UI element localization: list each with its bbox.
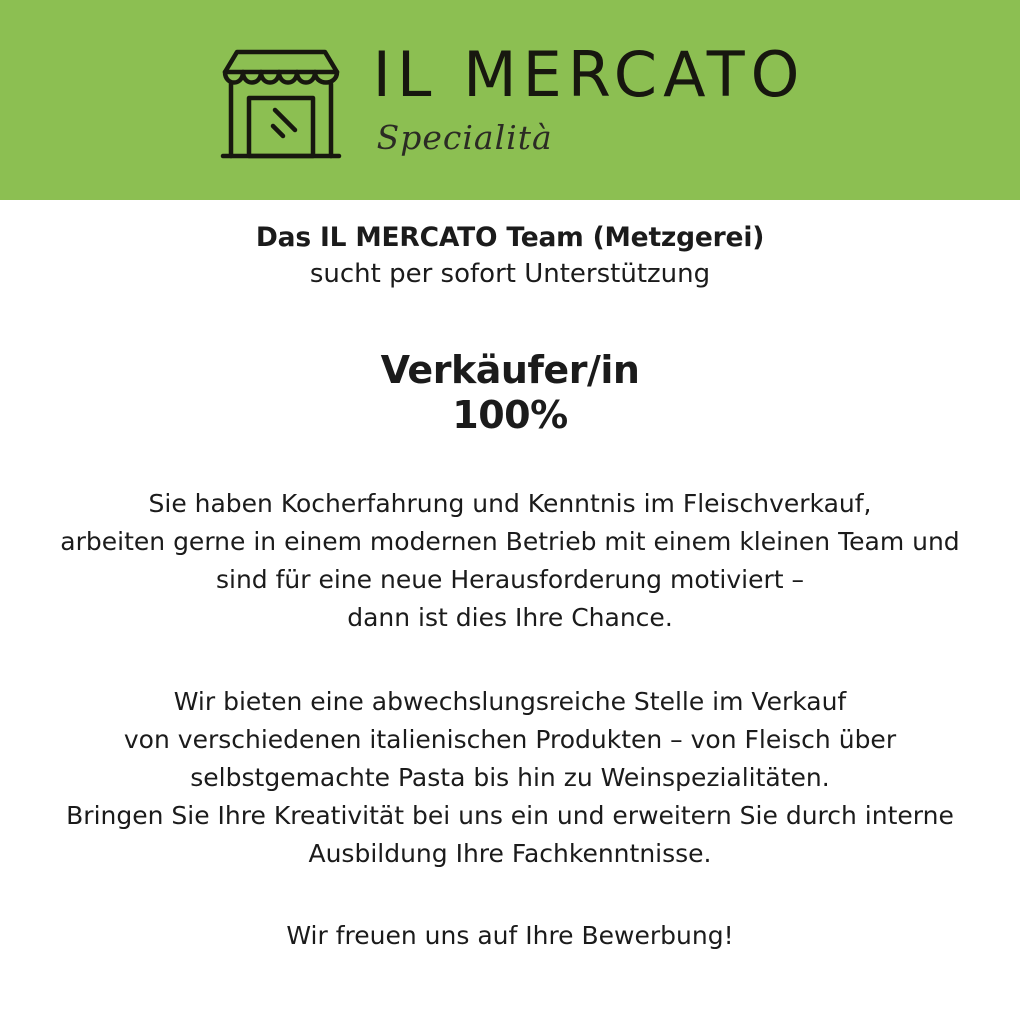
paragraph-line: sind für eine neue Herausforderung motiviert – — [215, 564, 805, 594]
brand-title: IL MERCATO — [372, 38, 806, 111]
paragraph-line: Sie haben Kocherfahrung und Kenntnis im Fleischverkauf, — [148, 488, 872, 518]
job-workload: 100% — [452, 393, 568, 438]
paragraph-line: von verschiedenen italienischen Produkten – von Fleisch über — [123, 724, 897, 754]
intro-subheading: sucht per sofort Unterstützung — [309, 259, 711, 290]
paragraph-requirements — [34, 485, 986, 637]
logo-text-block — [372, 38, 806, 157]
intro-heading: Das IL MERCATO Team (Metzgerei) — [255, 222, 765, 253]
job-title: Verkäufer/in — [380, 347, 640, 392]
paragraph-line: Ausbildung Ihre Fachkenntnisse. — [308, 838, 712, 868]
brand-subtitle: Specialità — [376, 118, 553, 157]
logo-lockup — [215, 28, 806, 166]
paragraph-line: arbeiten gerne in einem modernen Betrieb mit einem kleinen Team und — [60, 526, 960, 556]
poster-content — [0, 200, 1020, 1020]
paragraph-closing — [34, 917, 986, 955]
paragraph-line: selbstgemachte Pasta bis hin zu Weinspezialitäten. — [190, 762, 830, 792]
paragraph-line: Wir freuen uns auf Ihre Bewerbung! — [286, 920, 734, 950]
paragraph-line: Wir bieten eine abwechslungsreiche Stelle im Verkauf — [173, 686, 847, 716]
paragraph-line: Bringen Sie Ihre Kreativität bei uns ein und erweitern Sie durch interne — [66, 800, 954, 830]
brand-header-band — [0, 0, 1020, 200]
market-stall-icon — [215, 42, 347, 166]
paragraph-offer — [34, 683, 986, 873]
paragraph-line: dann ist dies Ihre Chance. — [347, 602, 673, 632]
